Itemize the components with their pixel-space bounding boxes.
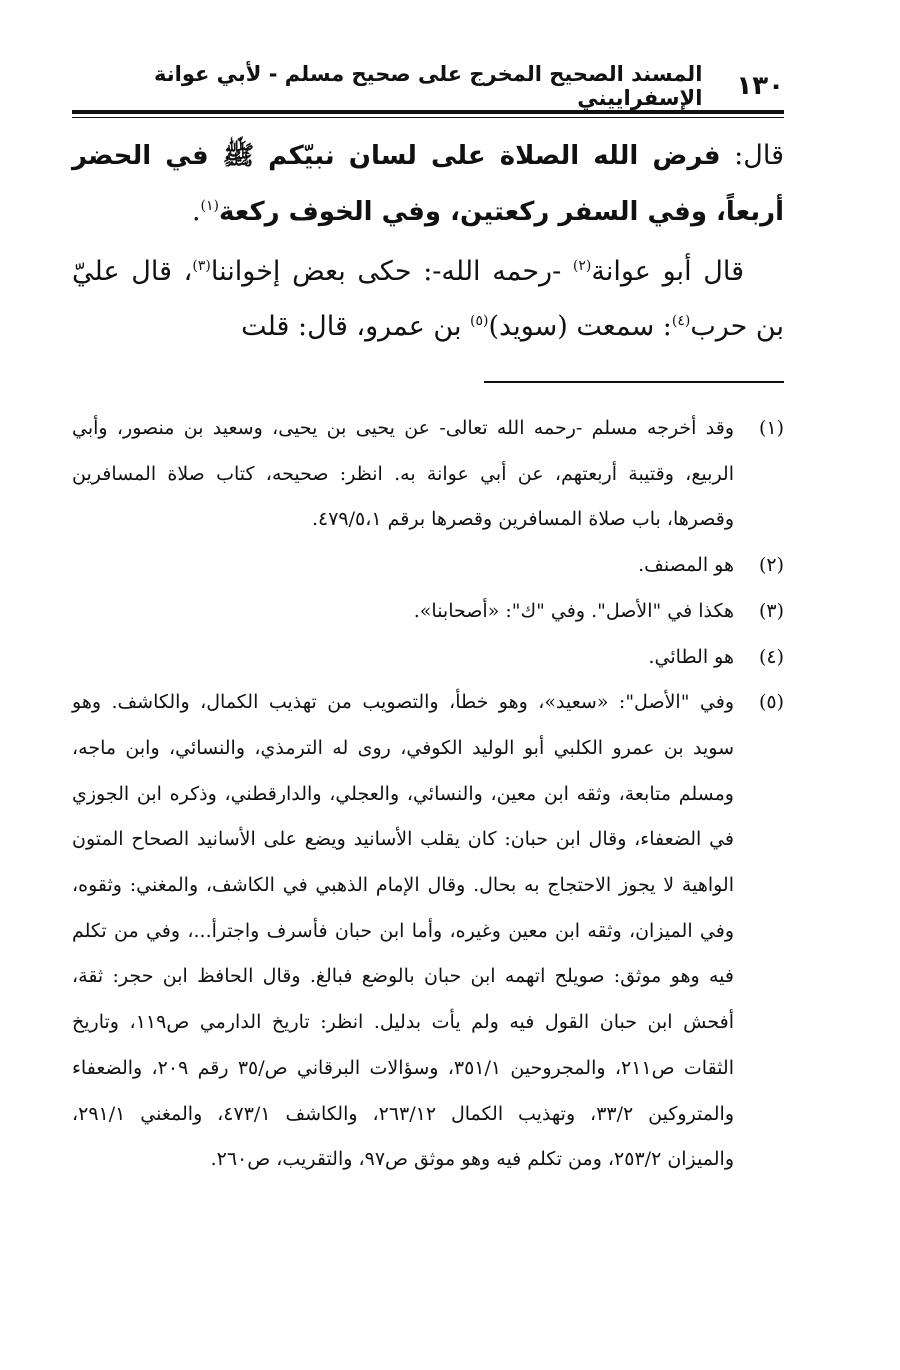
footnote-text: هكذا في "الأصل". وفي "ك": «أصحابنا». <box>413 599 734 622</box>
footnote-ref-5: (٥) <box>470 313 489 329</box>
page-header <box>72 62 784 110</box>
paragraph-2-part-d: : سمعت (سويد) <box>488 311 672 342</box>
paragraph-2-part-e: بن عمرو، قال: قلت <box>241 311 471 342</box>
footnote-number: (٤) <box>758 645 784 668</box>
paragraph-1-end: . <box>191 196 201 227</box>
main-text <box>72 128 784 354</box>
page-number: ١٣٠ <box>736 71 784 101</box>
footnote-text: هو المصنف. <box>638 554 734 577</box>
paragraph-1 <box>72 128 784 240</box>
footnote-text: هو الطائي. <box>648 645 734 668</box>
footnote-ref-4: (٤) <box>671 313 691 329</box>
header-rule <box>72 110 784 114</box>
footnote-ref-1: (١) <box>200 198 220 214</box>
running-title: المسند الصحيح المخرج على صحيح مسلم - لأبي عوانة الإسفراييني <box>154 62 703 110</box>
footnote-1 <box>72 406 784 543</box>
paragraph-2-part-c: ، قال عليّ بن حرب <box>72 256 784 342</box>
footnote-2 <box>72 543 784 589</box>
footnotes <box>72 406 784 1183</box>
footnote-3 <box>72 589 784 635</box>
footnote-text: وفي "الأصل": «سعيد»، وهو خطأ، والتصويب من تهذيب الكمال، والكاشف. وهو سويد بن عمرو الكلبي أبو الوليد الكوفي، روى له الترمذي، والنسائي، وابن ماجه، ومسلم متابعة، وثقه ابن معين، والنسائي، والعجلي، والدارقطني، وذكره ابن الجوزي في الضعفاء، وقال ابن حبان: كان يقلب الأسانيد ويضع على الأسانيد الصحاح المتون الواهية لا يجوز الاحتجاج به بحال. وقال الإمام الذهبي في الكاشف، والمغني: وثقوه، وفي الميزان، وثقه ابن معين وغيره، وأما ابن حبان فأسرف واجترأ...، وفي من تكلم فيه وهو موثق: صويلح اتهمه ابن حبان بالوضع فبالغ. وقال الحافظ ابن حجر: ثقة، أفحش ابن حبان القول فيه ولم يأت بدليل. انظر: تاريخ الدارمي ص١١٩، وتاريخ الثقات ص٢١١، والمجروحين ٣٥١/١، وسؤالات البرقاني ص/٣٥ رقم ٢٠٩، والضعفاء والمتروكين ٣٣/٢، وتهذيب الكمال ٢٦٣/١٢، والكاشف ٤٧٣/١، والمغني ٢٩١/١، والميزان ٢٥٣/٢، ومن تكلم فيه وهو موثق ص٩٧، والتقريب، ص٢٦٠. <box>72 691 735 1171</box>
paragraph-2-part-a: قال أبو عوانة <box>591 256 745 287</box>
paragraph-2-part-b: -رحمه الله-: حكى بعض إخواننا <box>210 256 573 287</box>
footnote-number: (١) <box>758 417 784 439</box>
footnote-5 <box>72 680 784 1183</box>
paragraph-2 <box>72 244 784 354</box>
footnote-number: (٣) <box>758 599 784 622</box>
footnote-ref-2: (٢) <box>572 258 592 274</box>
footnote-4 <box>72 635 784 681</box>
footnote-ref-3: (٣) <box>192 258 211 274</box>
paragraph-1-lead: قال: <box>720 140 784 171</box>
hadith-text: فرض الله الصلاة على لسان نبيّكم ﷺ في الحضر أربعاً، وفي السفر ركعتين، وفي الخوف ركعة <box>72 141 784 227</box>
footnote-separator <box>484 381 784 383</box>
header-rule-thin <box>72 117 784 118</box>
footnote-number: (٥) <box>758 691 784 714</box>
footnote-text: وقد أخرجه مسلم -رحمه الله تعالى- عن يحيى بن يحيى، وسعيد بن منصور، وأبي الربيع، وقتيبة أربعتهم، عن أبي عوانة به. انظر: صحيحه، كتاب صلاة المسافرين وقصرها، باب صلاة المسافرين وقصرها برقم ٤٧٩/٥،١. <box>72 417 734 531</box>
footnote-number: (٢) <box>758 554 784 577</box>
